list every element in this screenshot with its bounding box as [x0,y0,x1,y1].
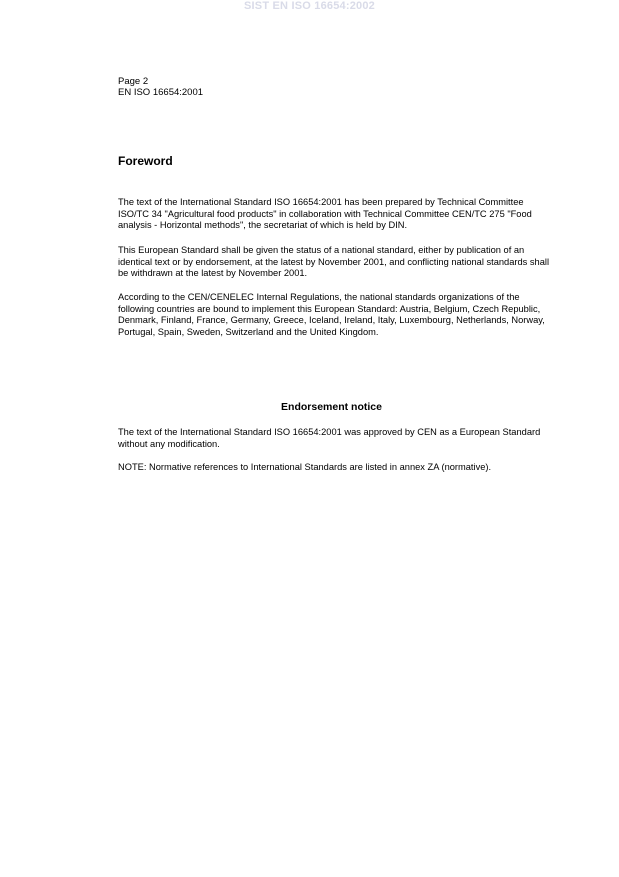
foreword-paragraph-3: According to the CEN/CENELEC Internal Regulations, the national standards organizations of the following countries are bound to implement this European Standard: Austria, Belgium, Czech Republic, Denmark, Finland, France, Germany, Greece, Iceland, Ireland, Italy, Luxembourg, Netherlands, Norway, Portugal, Spain, Sweden, Switzerland and the United Kingdom. [118,292,545,337]
foreword-heading: Foreword [118,154,173,168]
standard-reference: EN ISO 16654:2001 [118,87,204,98]
endorsement-heading: Endorsement notice [281,401,382,413]
page-number: Page 2 [118,76,149,87]
foreword-paragraph-1: The text of the International Standard ISO 16654:2001 has been prepared by Technical Committee ISO/TC 34 "Agricultural food products" in collaboration with Technical Committee CEN/TC 275 "Food analysis - Horizontal methods", the secretariat of which is held by DIN. [118,197,532,230]
endorsement-paragraph: The text of the International Standard ISO 16654:2001 was approved by CEN as a European Standard without any modification. [118,427,541,449]
endorsement-note: NOTE: Normative references to International Standards are listed in annex ZA (normative). [118,462,492,472]
watermark: SIST EN ISO 16654:2002 [244,0,375,12]
page-header [118,76,203,98]
foreword-paragraph-2: This European Standard shall be given the status of a national standard, either by publication of an identical text or by endorsement, at the latest by November 2001, and conflicting national standards shall be withdrawn at the latest by November 2001. [118,245,550,278]
